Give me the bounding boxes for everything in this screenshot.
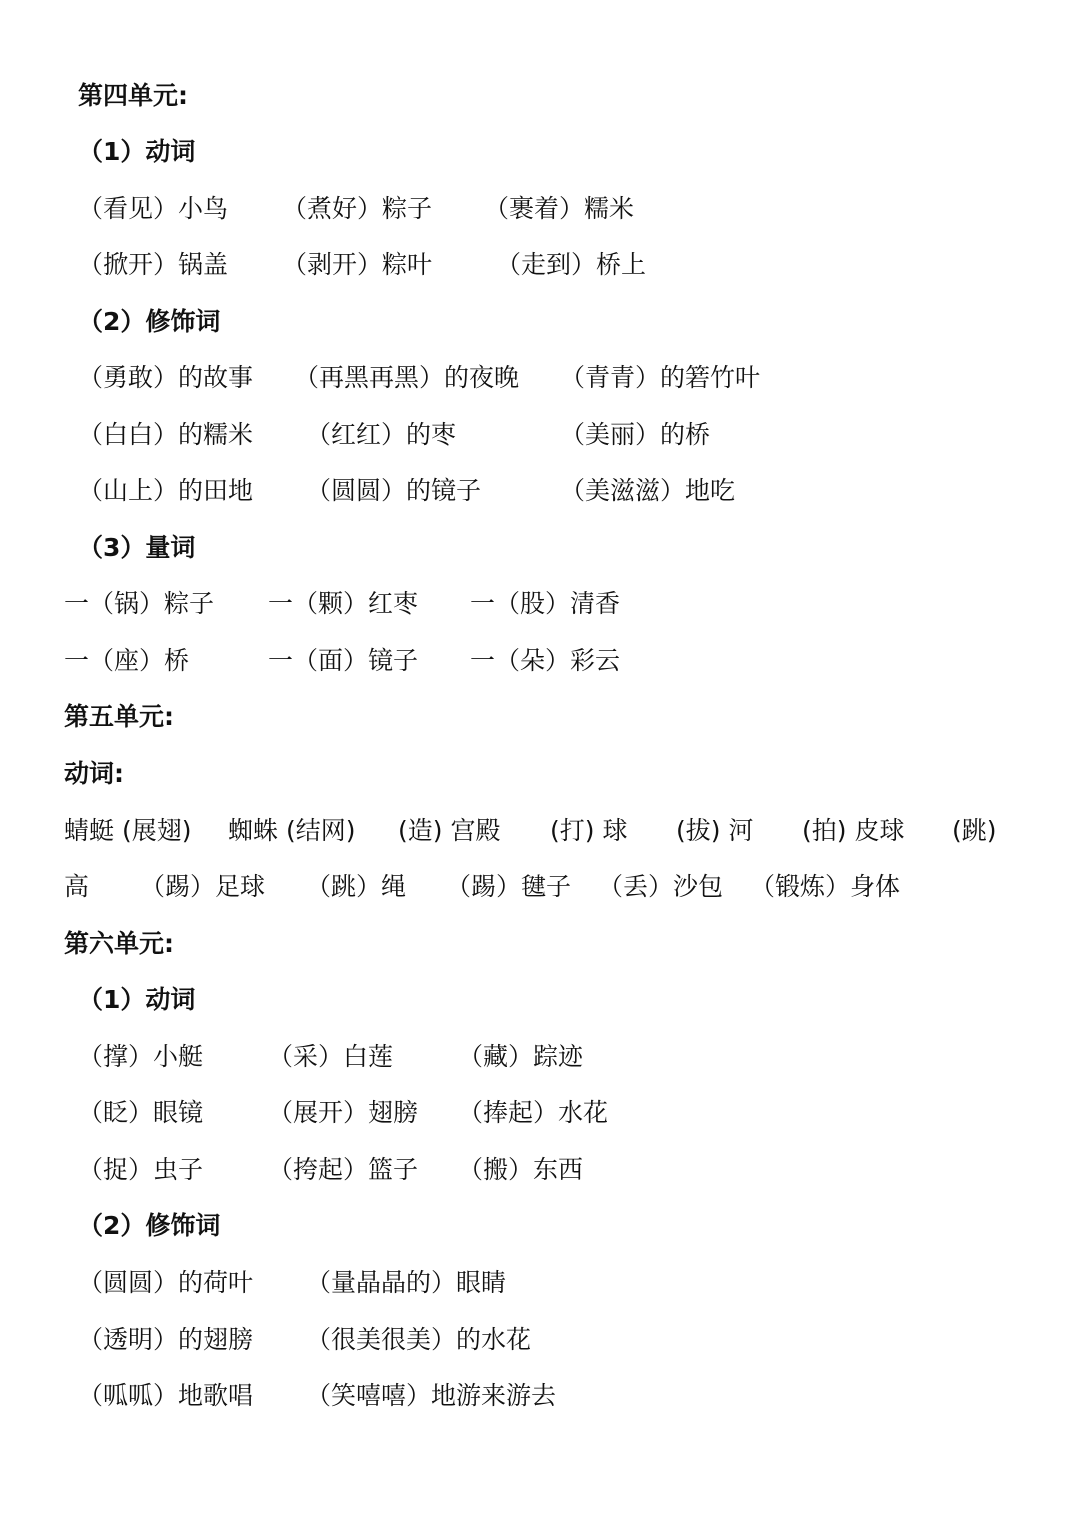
word-pair: （裹着）糯米 <box>484 194 635 223</box>
word-pair: （走到）桥上 <box>496 250 647 279</box>
word-pair: 一（座）桥 <box>64 646 190 675</box>
word-pair: （藏）踪迹 <box>458 1042 584 1071</box>
word-pair: 高 <box>64 872 90 901</box>
word-pair: 一（锅）粽子 <box>64 589 215 618</box>
word-pair: （采）白莲 <box>268 1042 394 1071</box>
word-pair: (拔) 河 <box>676 816 754 845</box>
unit5-title: 第五单元: <box>64 702 174 731</box>
word-pair: （青青）的箬竹叶 <box>560 363 761 392</box>
word-pair: 蜘蛛 (结网) <box>228 816 356 845</box>
word-pair: （眨）眼镜 <box>78 1098 204 1127</box>
word-pair: （山上）的田地 <box>78 476 254 505</box>
word-pair: （透明）的翅膀 <box>78 1325 254 1354</box>
unit5-verbs-line-2 <box>0 867 1080 907</box>
word-pair: （锻炼）身体 <box>750 872 901 901</box>
unit4-modifiers-heading: （2）修饰词 <box>78 307 221 336</box>
word-pair: （勇敢）的故事 <box>78 363 254 392</box>
word-pair: （撑）小艇 <box>78 1042 204 1071</box>
unit4-modifiers-row-2 <box>0 415 1080 455</box>
unit4-modifiers-row-1 <box>0 358 1080 398</box>
word-pair: （美滋滋）地吃 <box>560 476 736 505</box>
unit5-verbs-line-1 <box>0 811 1080 851</box>
unit4-verbs-row-1 <box>0 189 1080 229</box>
unit6-verbs-heading: （1）动词 <box>78 985 196 1014</box>
word-pair: （呱呱）地歌唱 <box>78 1381 254 1410</box>
word-pair: （丢）沙包 <box>598 872 724 901</box>
word-pair: (造) 宫殿 <box>398 816 501 845</box>
word-pair: （红红）的枣 <box>306 420 457 449</box>
word-pair: （捉）虫子 <box>78 1155 204 1184</box>
unit4-measure-row-1 <box>0 584 1080 624</box>
word-pair: （圆圆）的荷叶 <box>78 1268 254 1297</box>
unit4-measure-heading: （3）量词 <box>78 533 196 562</box>
word-pair: (拍) 皮球 <box>802 816 905 845</box>
word-pair: (打) 球 <box>550 816 628 845</box>
unit4-measure-row-2 <box>0 641 1080 681</box>
word-pair: （圆圆）的镜子 <box>306 476 482 505</box>
unit6-title: 第六单元: <box>64 929 174 958</box>
word-pair: 一（面）镜子 <box>268 646 419 675</box>
word-pair: 一（朵）彩云 <box>470 646 621 675</box>
unit6-verbs-row-2 <box>0 1093 1080 1133</box>
unit6-modifiers-row-3 <box>0 1376 1080 1416</box>
unit6-modifiers-heading: （2）修饰词 <box>78 1211 221 1240</box>
unit4-modifiers-row-3 <box>0 471 1080 511</box>
word-pair: （白白）的糯米 <box>78 420 254 449</box>
word-pair: （掀开）锅盖 <box>78 250 229 279</box>
word-pair: （展开）翅膀 <box>268 1098 419 1127</box>
unit6-verbs-row-1 <box>0 1037 1080 1077</box>
word-pair: 蜻蜓 (展翅) <box>64 816 192 845</box>
word-pair: （剥开）粽叶 <box>282 250 433 279</box>
word-pair: （量晶晶的）眼睛 <box>306 1268 507 1297</box>
unit4-title: 第四单元: <box>78 81 188 110</box>
unit4-verbs-heading: （1）动词 <box>78 137 196 166</box>
word-pair: （跳）绳 <box>306 872 407 901</box>
unit6-verbs-row-3 <box>0 1150 1080 1190</box>
word-pair: （笑嘻嘻）地游来游去 <box>306 1381 557 1410</box>
unit6-modifiers-row-1 <box>0 1263 1080 1303</box>
word-pair: （煮好）粽子 <box>282 194 433 223</box>
word-pair: （很美很美）的水花 <box>306 1325 532 1354</box>
word-pair: （踢）毽子 <box>446 872 572 901</box>
word-pair: 一（股）清香 <box>470 589 621 618</box>
word-pair: （捧起）水花 <box>458 1098 609 1127</box>
word-pair: （美丽）的桥 <box>560 420 711 449</box>
word-pair: （踢）足球 <box>140 872 266 901</box>
word-pair: 一（颗）红枣 <box>268 589 419 618</box>
word-pair: (跳) <box>952 816 997 845</box>
word-pair: （搬）东西 <box>458 1155 584 1184</box>
unit4-verbs-row-2 <box>0 245 1080 285</box>
word-pair: （挎起）篮子 <box>268 1155 419 1184</box>
word-pair: （再黑再黑）的夜晚 <box>294 363 520 392</box>
unit6-modifiers-row-2 <box>0 1320 1080 1360</box>
unit5-verbs-heading: 动词: <box>64 759 124 788</box>
word-pair: （看见）小鸟 <box>78 194 229 223</box>
